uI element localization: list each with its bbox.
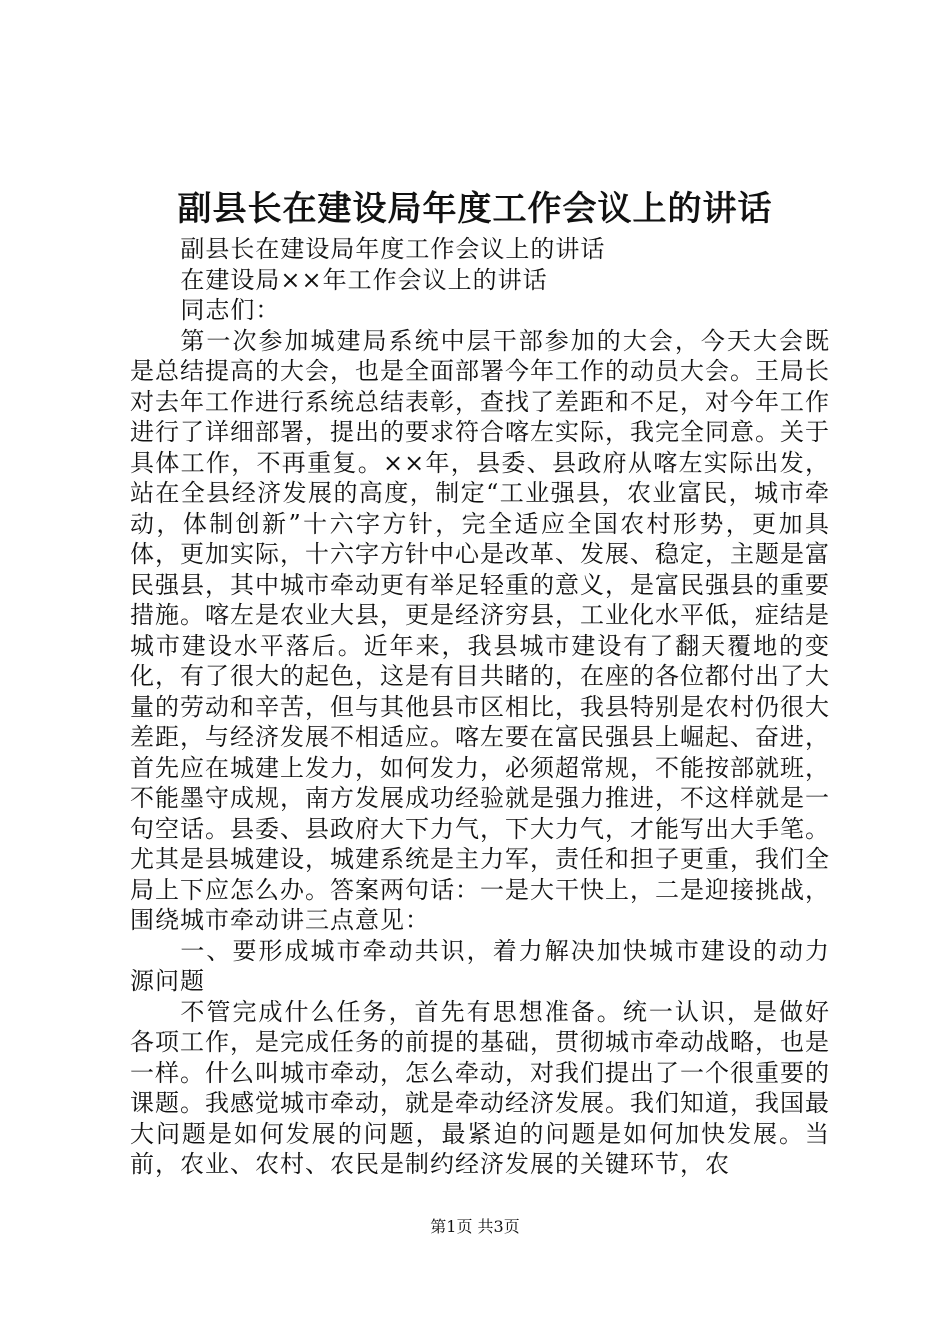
- paragraph-section-body: 不管完成什么任务，首先有思想准备。统一认识，是做好各项工作，是完成任务的前提的基础，贯彻城市牵动战略，也是一样。什么叫城市牵动，怎么牵动，对我们提出了一个很重要的课题。我感觉城市牵动，就是牵动经济发展。我们知道，我国最大问题是如何发展的问题，最紧迫的问题是如何加快发展。当前，农业、农村、农民是制约经济发展的关键环节，农: [130, 997, 830, 1178]
- paragraph-subtitle: 副县长在建设局年度工作会议上的讲话: [180, 235, 606, 263]
- page-number-footer: 第1页 共3页: [430, 1217, 520, 1236]
- document-body: [130, 234, 830, 1180]
- paragraph-opening: 第一次参加城建局系统中层干部参加的大会，今天大会既是总结提高的大会，也是全面部署今年工作的动员大会。王局长对去年工作进行系统总结表彰，查找了差距和不足，对今年工作进行了详细部署，提出的要求符合喀左实际，我完全同意。关于具体工作，不再重复。××年，县委、县政府从喀左实际出发，站在全县经济发展的高度，制定“工业强县，农业富民，城市牵动，体制创新”十六字方针，完全适应全国农村形势，更加具体，更加实际，十六字方针中心是改革、发展、稳定，主题是富民强县，其中城市牵动更有举足轻重的意义，是富民强县的重要措施。喀左是农业大县，更是经济穷县，工业化水平低，症结是城市建设水平落后。近年来，我县城市建设有了翻天覆地的变化，有了很大的起色，这是有目共睹的，在座的各位都付出了大量的劳动和辛苦，但与其他县市区相比，我县特别是农村仍很大差距，与经济发展不相适应。喀左要在富民强县上崛起、奋进，首先应在城建上发力，如何发力，必须超常规，不能按部就班，不能墨守成规，南方发展成功经验就是强力推进，不这样就是一句空话。县委、县政府大下力气，下大力气，才能写出大手笔。尤其是县城建设，城建系统是主力军，责任和担子更重，我们全局上下应怎么办。答案两句话：一是大干快上，二是迎接挑战，围绕城市牵动讲三点意见：: [130, 326, 830, 934]
- paragraph-section-heading: 一、要形成城市牵动共识，着力解决加快城市建设的动力源问题: [130, 936, 830, 995]
- paragraph-speech-heading: 在建设局××年工作会议上的讲话: [180, 265, 548, 294]
- paragraph-salutation: 同志们：: [180, 296, 281, 324]
- document-title: 副县长在建设局年度工作会议上的讲话: [177, 189, 773, 229]
